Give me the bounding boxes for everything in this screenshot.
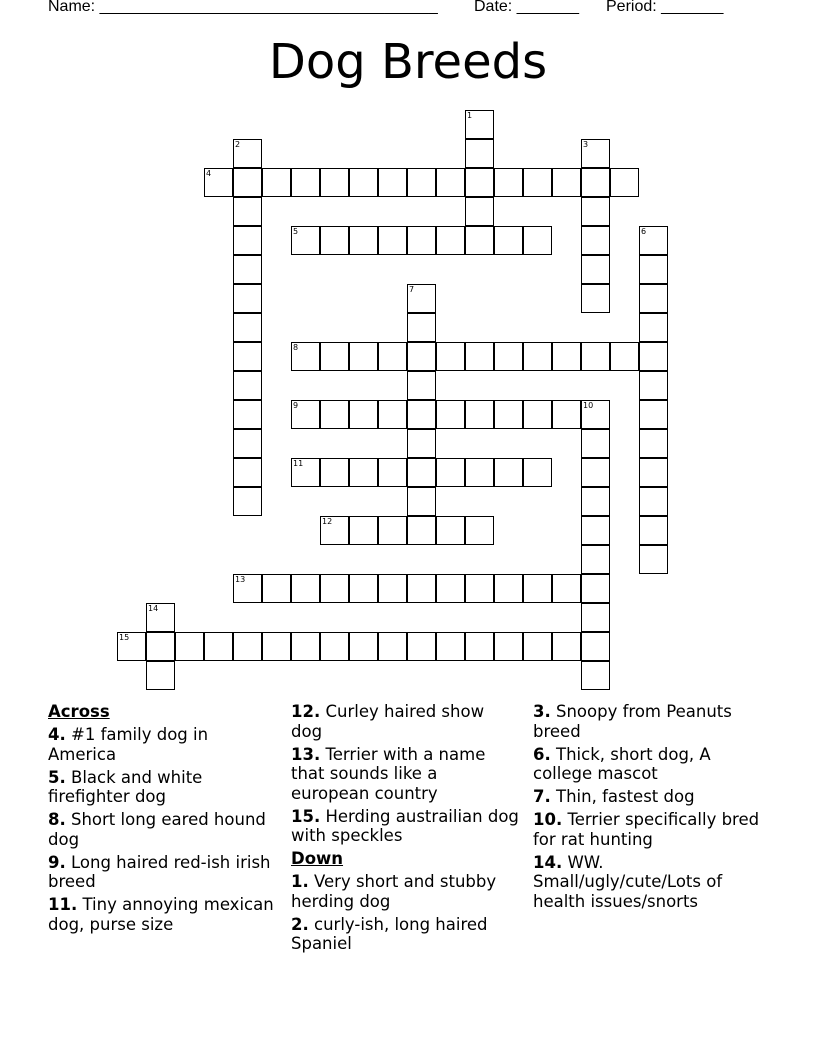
crossword-cell[interactable]: [233, 632, 262, 661]
crossword-cell[interactable]: [233, 371, 262, 400]
crossword-cell[interactable]: [320, 458, 349, 487]
clue-down-1: 1. Very short and stubby herding dog: [291, 872, 497, 911]
crossword-cell[interactable]: [407, 226, 436, 255]
cell-number: 8: [293, 343, 299, 352]
clues-column-3: [533, 702, 767, 915]
crossword-cell[interactable]: [436, 400, 465, 429]
crossword-cell[interactable]: [552, 632, 581, 661]
crossword-cell[interactable]: [552, 342, 581, 371]
clues-column-2: [291, 702, 519, 958]
down-heading: Down: [291, 849, 344, 869]
crossword-cell[interactable]: [349, 226, 378, 255]
crossword-cell[interactable]: [581, 603, 610, 632]
crossword-cell[interactable]: [349, 516, 378, 545]
clue-down-14: 14. WW. Small/ugly/cute/Lots of health issues/snorts: [533, 852, 723, 911]
crossword-cell[interactable]: [378, 400, 407, 429]
crossword-cell[interactable]: [233, 429, 262, 458]
crossword-cell[interactable]: [117, 632, 146, 661]
crossword-cell[interactable]: [581, 168, 610, 197]
crossword-cell[interactable]: [291, 168, 320, 197]
crossword-cell[interactable]: [262, 168, 291, 197]
name-field[interactable]: Name: ______________________________________: [48, 0, 438, 15]
crossword-cell[interactable]: [639, 400, 668, 429]
crossword-cell[interactable]: [610, 342, 639, 371]
crossword-cell[interactable]: [581, 342, 610, 371]
crossword-cell[interactable]: [523, 342, 552, 371]
clue-across-4: 4. #1 family dog in America: [48, 725, 209, 764]
crossword-cell[interactable]: [523, 168, 552, 197]
crossword-cell[interactable]: [581, 139, 610, 168]
crossword-cell[interactable]: [233, 574, 262, 603]
crossword-cell[interactable]: [436, 168, 465, 197]
cell-number: 2: [235, 140, 241, 149]
cell-number: 4: [206, 169, 212, 178]
crossword-cell[interactable]: [639, 226, 668, 255]
crossword-cell[interactable]: [262, 632, 291, 661]
period-field[interactable]: Period: _______: [606, 0, 724, 15]
crossword-cell[interactable]: [407, 400, 436, 429]
crossword-cell[interactable]: [639, 313, 668, 342]
crossword-cell[interactable]: [320, 226, 349, 255]
crossword-cell[interactable]: [639, 255, 668, 284]
crossword-cell[interactable]: [291, 632, 320, 661]
crossword-cell[interactable]: [552, 400, 581, 429]
clue-across-5: 5. Black and white firefighter dog: [48, 767, 203, 807]
cell-number: 9: [293, 401, 299, 410]
crossword-cell[interactable]: [146, 632, 175, 661]
crossword-cell[interactable]: [320, 632, 349, 661]
crossword-cell[interactable]: [465, 168, 494, 197]
crossword-cell[interactable]: [262, 574, 291, 603]
cell-number: 15: [119, 633, 130, 642]
crossword-cell[interactable]: [407, 342, 436, 371]
crossword-cell[interactable]: [349, 574, 378, 603]
crossword-cell[interactable]: [378, 226, 407, 255]
crossword-cell[interactable]: [233, 197, 262, 226]
crossword-cell[interactable]: [523, 226, 552, 255]
crossword-cell[interactable]: [465, 342, 494, 371]
cell-number: 13: [235, 575, 246, 584]
crossword-cell[interactable]: [320, 574, 349, 603]
cell-number: 10: [583, 401, 594, 410]
crossword-cell[interactable]: [436, 226, 465, 255]
crossword-cell[interactable]: [233, 255, 262, 284]
cell-number: 12: [322, 517, 333, 526]
crossword-cell[interactable]: [581, 661, 610, 690]
crossword-cell[interactable]: [494, 168, 523, 197]
crossword-cell[interactable]: [407, 313, 436, 342]
across-heading: Across: [48, 702, 110, 721]
clue-across-13: 13. Terrier with a name that sounds like a european country: [291, 744, 486, 803]
crossword-cell[interactable]: [581, 632, 610, 661]
worksheet-header: [48, 0, 768, 18]
cell-number: 7: [409, 285, 415, 294]
crossword-cell[interactable]: [233, 284, 262, 313]
crossword-cell[interactable]: [233, 458, 262, 487]
crossword-cell[interactable]: [349, 342, 378, 371]
crossword-cell[interactable]: [349, 458, 378, 487]
crossword-cell[interactable]: [639, 284, 668, 313]
crossword-cell[interactable]: [639, 371, 668, 400]
crossword-cell[interactable]: [378, 168, 407, 197]
clue-across-12: 12. Curley haired show dog: [291, 702, 485, 741]
crossword-cell[interactable]: [378, 632, 407, 661]
crossword-cell[interactable]: [639, 342, 668, 371]
crossword-cell[interactable]: [494, 400, 523, 429]
crossword-cell[interactable]: [465, 574, 494, 603]
clue-across-15: 15. Herding austrailian dog with speckles: [291, 806, 519, 846]
crossword-cell[interactable]: [320, 342, 349, 371]
crossword-cell[interactable]: [320, 516, 349, 545]
crossword-cell[interactable]: [407, 284, 436, 313]
crossword-cell[interactable]: [581, 284, 610, 313]
crossword-cell[interactable]: [407, 487, 436, 516]
crossword-cell[interactable]: [407, 458, 436, 487]
crossword-cell[interactable]: [523, 458, 552, 487]
crossword-cell[interactable]: [320, 400, 349, 429]
cell-number: 6: [641, 227, 647, 236]
crossword-cell[interactable]: [291, 574, 320, 603]
clue-across-9: 9. Long haired red-ish irish breed: [48, 852, 271, 892]
crossword-cell[interactable]: [233, 313, 262, 342]
crossword-cell[interactable]: [320, 168, 349, 197]
crossword-cell[interactable]: [552, 168, 581, 197]
crossword-cell[interactable]: [291, 400, 320, 429]
crossword-cell[interactable]: [407, 168, 436, 197]
crossword-cell[interactable]: [581, 545, 610, 574]
crossword-cell[interactable]: [436, 458, 465, 487]
clue-down-2: 2. curly-ish, long haired Spaniel: [291, 914, 488, 954]
crossword-cell[interactable]: [610, 168, 639, 197]
crossword-cell[interactable]: [436, 342, 465, 371]
crossword-cell[interactable]: [465, 632, 494, 661]
crossword-cell[interactable]: [581, 458, 610, 487]
crossword-cell[interactable]: [494, 458, 523, 487]
crossword-cell[interactable]: [552, 574, 581, 603]
date-field[interactable]: Date: _______: [474, 0, 579, 15]
cell-number: 5: [293, 227, 299, 236]
crossword-cell[interactable]: [523, 400, 552, 429]
crossword-cell[interactable]: [465, 197, 494, 226]
crossword-cell[interactable]: [639, 516, 668, 545]
crossword-cell[interactable]: [407, 632, 436, 661]
crossword-cell[interactable]: [146, 661, 175, 690]
crossword-cell[interactable]: [407, 516, 436, 545]
cell-number: 11: [293, 459, 304, 468]
crossword-cell[interactable]: [436, 516, 465, 545]
clues-column-1: [48, 702, 274, 938]
crossword-cell[interactable]: [233, 400, 262, 429]
crossword-cell[interactable]: [639, 487, 668, 516]
clue-across-11: 11. Tiny annoying mexican dog, purse size: [48, 895, 274, 934]
crossword-cell[interactable]: [233, 342, 262, 371]
clue-down-7: 7. Thin, fastest dog: [533, 787, 695, 807]
crossword-cell[interactable]: [465, 516, 494, 545]
crossword-cell[interactable]: [465, 458, 494, 487]
crossword-cell[interactable]: [233, 226, 262, 255]
crossword-cell[interactable]: [407, 371, 436, 400]
crossword-cell[interactable]: [465, 226, 494, 255]
crossword-cell[interactable]: [146, 603, 175, 632]
clue-down-6: 6. Thick, short dog, A college mascot: [533, 744, 711, 784]
crossword-cell[interactable]: [233, 139, 262, 168]
crossword-cell[interactable]: [465, 400, 494, 429]
crossword-cell[interactable]: [378, 458, 407, 487]
crossword-cell[interactable]: [291, 226, 320, 255]
clue-across-8: 8. Short long eared hound dog: [48, 810, 266, 849]
page-title: Dog Breeds: [268, 34, 548, 90]
crossword-cell[interactable]: [581, 487, 610, 516]
crossword-cell[interactable]: [465, 110, 494, 139]
crossword-cell[interactable]: [291, 458, 320, 487]
crossword-cell[interactable]: [494, 632, 523, 661]
crossword-cell[interactable]: [378, 574, 407, 603]
crossword-cell[interactable]: [523, 632, 552, 661]
cell-number: 3: [583, 140, 589, 149]
crossword-cell[interactable]: [581, 197, 610, 226]
crossword-cell[interactable]: [233, 168, 262, 197]
clue-down-3: 3. Snoopy from Peanuts breed: [533, 702, 732, 741]
crossword-cell[interactable]: [581, 255, 610, 284]
crossword-cell[interactable]: [204, 632, 233, 661]
crossword-cell[interactable]: [436, 574, 465, 603]
crossword-cell[interactable]: [378, 516, 407, 545]
crossword-cell[interactable]: [465, 139, 494, 168]
crossword-cell[interactable]: [639, 458, 668, 487]
crossword-cell[interactable]: [436, 632, 465, 661]
crossword-cell[interactable]: [175, 632, 204, 661]
crossword-cell[interactable]: [639, 429, 668, 458]
crossword-cell[interactable]: [378, 342, 407, 371]
crossword-cell[interactable]: [639, 545, 668, 574]
crossword-cell[interactable]: [349, 400, 378, 429]
crossword-cell[interactable]: [291, 342, 320, 371]
crossword-cell[interactable]: [233, 487, 262, 516]
cell-number: 14: [148, 604, 159, 613]
crossword-cell[interactable]: [349, 168, 378, 197]
crossword-cell[interactable]: [581, 429, 610, 458]
crossword-cell[interactable]: [581, 574, 610, 603]
crossword-cell[interactable]: [407, 429, 436, 458]
crossword-cell[interactable]: [523, 574, 552, 603]
crossword-cell[interactable]: [581, 226, 610, 255]
cell-number: 1: [467, 111, 473, 120]
clue-down-10: 10. Terrier specifically bred for rat hunting: [533, 810, 760, 849]
crossword-cell[interactable]: [349, 632, 378, 661]
crossword-cell[interactable]: [204, 168, 233, 197]
crossword-cell[interactable]: [581, 400, 610, 429]
crossword-cell[interactable]: [494, 342, 523, 371]
crossword-cell[interactable]: [494, 574, 523, 603]
crossword-cell[interactable]: [581, 516, 610, 545]
crossword-cell[interactable]: [407, 574, 436, 603]
crossword-cell[interactable]: [494, 226, 523, 255]
